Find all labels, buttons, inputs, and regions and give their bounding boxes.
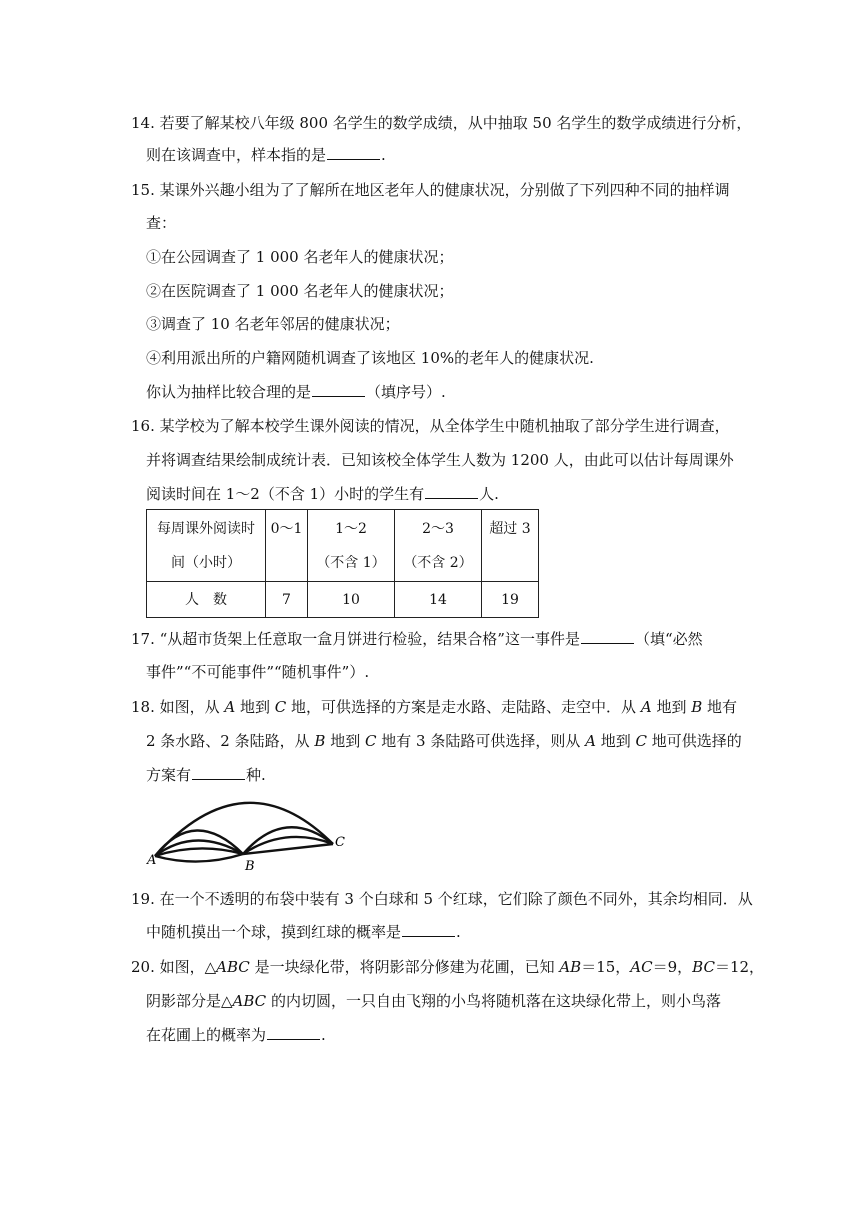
land-route <box>155 854 243 862</box>
point-b-label: B <box>245 859 255 874</box>
q18-line3: 方案有 种. <box>146 766 266 784</box>
q15-option-2: ②在医院调查了 1 000 名老年人的健康状况； <box>146 282 454 300</box>
table-cell: 14 <box>395 582 482 618</box>
table-header-col3: 2～3 （不含 2） <box>395 510 482 582</box>
q15-ask: 你认为抽样比较合理的是 （填序号）. <box>146 383 446 401</box>
answer-blank <box>327 145 380 160</box>
q15-option-4: ④利用派出所的户籍网随机调查了该地区 10%的老年人的健康状况. <box>146 349 594 367</box>
q14-line1: 14. 若要了解某校八年级 800 名学生的数学成绩，从中抽取 50 名学生的数学成绩进行分析， <box>131 114 752 132</box>
q20-line3: 在花圃上的概率为 . <box>146 1026 326 1044</box>
table-cell: 19 <box>482 582 539 618</box>
table-header-col1: 0～1 <box>266 510 308 582</box>
q15-line2: 查： <box>146 214 177 232</box>
q15-line1: 15. 某课外兴趣小组为了了解所在地区老年人的健康状况，分别做了下列四种不同的抽样调 <box>131 181 730 199</box>
table-cell: 10 <box>308 582 395 618</box>
answer-blank <box>192 765 245 780</box>
answer-blank <box>267 1025 320 1040</box>
table-header-label: 每周课外阅读时 间（小时） <box>147 510 266 582</box>
q18-line2: 2 条水路、2 条陆路，从 B 地到 C 地有 3 条陆路可供选择，则从 A 地到 C 地可供选择的 <box>146 732 742 750</box>
table-header-col2: 1～2 （不含 1） <box>308 510 395 582</box>
q17-line2: 事件”“不可能事件”“随机事件”）. <box>146 663 370 681</box>
table-row-label: 人 数 <box>147 582 266 618</box>
q16-line3: 阅读时间在 1～2（不含 1）小时的学生有 人. <box>146 485 499 503</box>
table-header-col4: 超过 3 <box>482 510 539 582</box>
q20-line1: 20. 如图，△ABC 是一块绿化带，将阴影部分修建为花圃，已知 AB＝15，AC＝9，BC＝12， <box>131 958 765 976</box>
q16-line1: 16. 某学校为了解本校学生课外阅读的情况，从全体学生中随机抽取了部分学生进行调查， <box>131 417 730 435</box>
q20-line2: 阴影部分是△ABC 的内切圆，一只自由飞翔的小鸟将随机落在这块绿化带上，则小鸟落 <box>146 992 721 1010</box>
answer-blank <box>581 629 634 644</box>
answer-blank <box>402 922 455 937</box>
answer-blank <box>312 382 365 397</box>
q14-line2: 则在该调查中，样本指的是 . <box>146 146 386 164</box>
answer-blank <box>425 484 478 499</box>
q17-line1: 17. “从超市货架上任意取一盒月饼进行检验，结果合格”这一事件是 （填“必然 <box>131 630 703 648</box>
q18-line1: 18. 如图，从 A 地到 C 地，可供选择的方案是走水路、走陆路、走空中．从 A 地到 B 地有 <box>131 698 738 716</box>
q19-line2: 中随机摸出一个球，摸到红球的概率是 . <box>146 923 461 941</box>
point-a-label: A <box>147 853 157 868</box>
land-route <box>155 848 243 856</box>
table-cell: 7 <box>266 582 308 618</box>
q16-line2: 并将调查结果绘制成统计表．已知该校全体学生人数为 1200 人，由此可以估计每周课外 <box>146 451 734 469</box>
point-c-label: C <box>335 835 345 850</box>
routes-figure <box>145 796 350 874</box>
q15-option-3: ③调查了 10 名老年邻居的健康状况； <box>146 315 400 333</box>
q15-option-1: ①在公园调查了 1 000 名老年人的健康状况； <box>146 248 454 266</box>
q19-line1: 19. 在一个不透明的布袋中装有 3 个白球和 5 个红球，它们除了颜色不同外，其余均相同．从 <box>131 890 753 908</box>
reading-time-table <box>146 509 539 618</box>
